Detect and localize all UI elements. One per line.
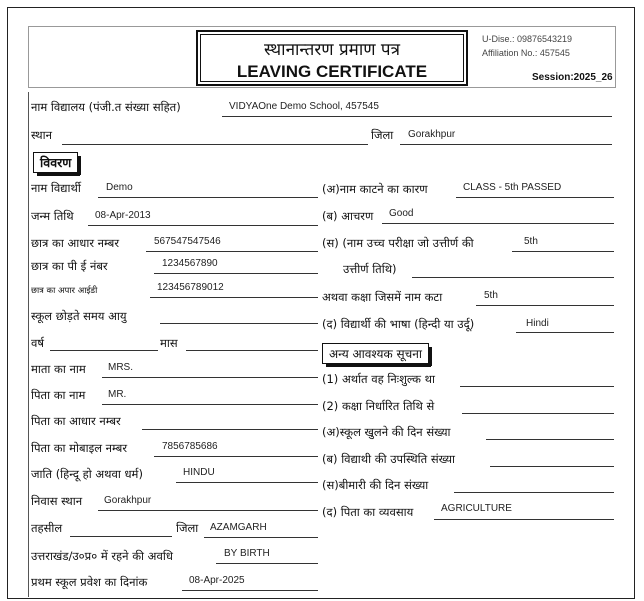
title-english: LEAVING CERTIFICATE (236, 62, 428, 81)
student-apaar-label: छात्र का अपार आईडी (31, 286, 98, 296)
age-year-label: वर्ष (31, 336, 45, 350)
other-info-heading: अन्य आवश्यक सूचना (322, 343, 429, 364)
free-education-label: (1) अर्थात वह निःशुल्क था (322, 372, 435, 386)
left-margin-line (28, 92, 29, 597)
affiliation-number: Affiliation No.: 457545 (482, 48, 570, 58)
pass-date-label: उत्तीर्ण तिथि) (343, 262, 397, 276)
field-line (98, 510, 318, 511)
field-line (150, 297, 318, 298)
exam-passed-label: (स) (नाम उच्च परीक्षा जो उत्तीर्ण की (322, 236, 474, 250)
student-pen-value: 1234567890 (162, 258, 218, 269)
student-name-label: नाम विद्यार्थी (31, 181, 81, 195)
field-line (216, 563, 318, 564)
field-line (182, 590, 318, 591)
student-apaar-value: 123456789012 (157, 282, 224, 293)
field-line (176, 482, 318, 483)
place-line (62, 144, 368, 145)
field-line (512, 251, 614, 252)
student-aadhaar-label: छात्र का आधार नम्बर (31, 236, 120, 250)
attendance-label: (ब) विद्याथी की उपस्थिति संख्या (322, 452, 455, 466)
school-name-line (222, 116, 612, 117)
field-line (456, 197, 614, 198)
language-value: Hindi (526, 318, 549, 329)
father-mobile-label: पिता का मोबाइल नम्बर (31, 441, 128, 455)
field-line (154, 273, 318, 274)
field-line (490, 466, 614, 467)
residence-value: Gorakhpur (104, 495, 152, 506)
class-date-label: (2) कक्षा निर्धारित तिथि से (322, 399, 435, 413)
dob-label: जन्म तिथि (31, 209, 74, 223)
sick-days-label: (स)बीमारी की दिन संख्या (322, 478, 429, 492)
caste-label: जाति (हिन्दू हो अथवा धर्म) (31, 467, 143, 481)
conduct-label: (ब) आचरण (322, 209, 374, 223)
age-month-label: मास (160, 336, 178, 350)
field-line (50, 350, 158, 351)
field-line (88, 225, 318, 226)
student-pen-label: छात्र का पी ई नंबर (31, 259, 108, 273)
father-name-value: MR. (108, 389, 127, 400)
conduct-value: Good (389, 208, 414, 219)
school-name-label: नाम विद्यालय (पंजी.त संख्या सहित) (31, 100, 181, 114)
district-line (400, 144, 612, 145)
first-admission-label: प्रथम स्कूल प्रवेश का दिनांक (31, 575, 148, 589)
field-line (476, 305, 614, 306)
residence-label: निवास स्थान (31, 494, 83, 508)
field-line (382, 223, 614, 224)
field-line (98, 197, 318, 198)
field-line (160, 323, 318, 324)
field-line (154, 456, 318, 457)
field-line (102, 377, 318, 378)
school-name-value: VIDYAOne Demo School, 457545 (229, 101, 379, 112)
first-admission-value: 08-Apr-2025 (189, 575, 245, 586)
tehsil-label: तहसील (31, 521, 63, 535)
field-line (454, 492, 614, 493)
field-line (516, 332, 614, 333)
language-label: (द) विद्यार्थी की भाषा (हिन्दी या उर्दू) (322, 317, 475, 331)
residence-duration-value: BY BIRTH (224, 548, 270, 559)
field-line (102, 404, 318, 405)
session-label: Session:2025_26 (532, 72, 613, 83)
district-value: Gorakhpur (408, 129, 456, 140)
age-at-leaving-label: स्कूल छोड़ते समय आयु (31, 309, 127, 323)
school-open-days-label: (अ)स्कूल खुलने की दिन संख्या (322, 425, 451, 439)
field-line (142, 429, 318, 430)
place-label: स्थान (31, 128, 52, 142)
father-occupation-value: AGRICULTURE (441, 503, 512, 514)
student-aadhaar-value: 567547547546 (154, 236, 221, 247)
father-name-label: पिता का नाम (31, 388, 86, 402)
exam-passed-value: 5th (524, 236, 538, 247)
field-line (186, 350, 318, 351)
tehsil-district-value: AZAMGARH (210, 522, 267, 533)
dob-value: 08-Apr-2013 (95, 210, 151, 221)
student-name-value: Demo (106, 182, 133, 193)
mother-name-label: माता का नाम (31, 362, 86, 376)
removal-reason-label: (अ)नाम काटने का कारण (322, 182, 428, 196)
field-line (434, 519, 614, 520)
details-heading: विवरण (33, 152, 78, 173)
title-box (196, 30, 468, 86)
udise-code: U-Dise.: 09876543219 (482, 34, 573, 44)
father-occupation-label: (द) पिता का व्यवसाय (322, 505, 414, 519)
field-line (486, 439, 614, 440)
title-hindi: स्थानान्तरण प्रमाण पत्र (264, 40, 400, 60)
field-line (412, 277, 614, 278)
field-line (70, 536, 172, 537)
residence-duration-label: उत्तराखंड/उ०प्र० में रहने की अवधि (31, 549, 173, 563)
removal-reason-value: CLASS - 5th PASSED (463, 182, 562, 193)
father-aadhaar-label: पिता का आधार नम्बर (31, 414, 121, 428)
caste-value: HINDU (183, 467, 215, 478)
class-left-label: अथवा कक्षा जिसमें नाम कटा (322, 290, 443, 304)
field-line (462, 413, 614, 414)
tehsil-district-label: जिला (176, 521, 199, 535)
class-left-value: 5th (484, 290, 498, 301)
field-line (146, 251, 318, 252)
father-mobile-value: 7856785686 (162, 441, 218, 452)
district-label: जिला (371, 128, 394, 142)
mother-name-value: MRS. (108, 362, 133, 373)
field-line (204, 537, 318, 538)
field-line (460, 386, 614, 387)
